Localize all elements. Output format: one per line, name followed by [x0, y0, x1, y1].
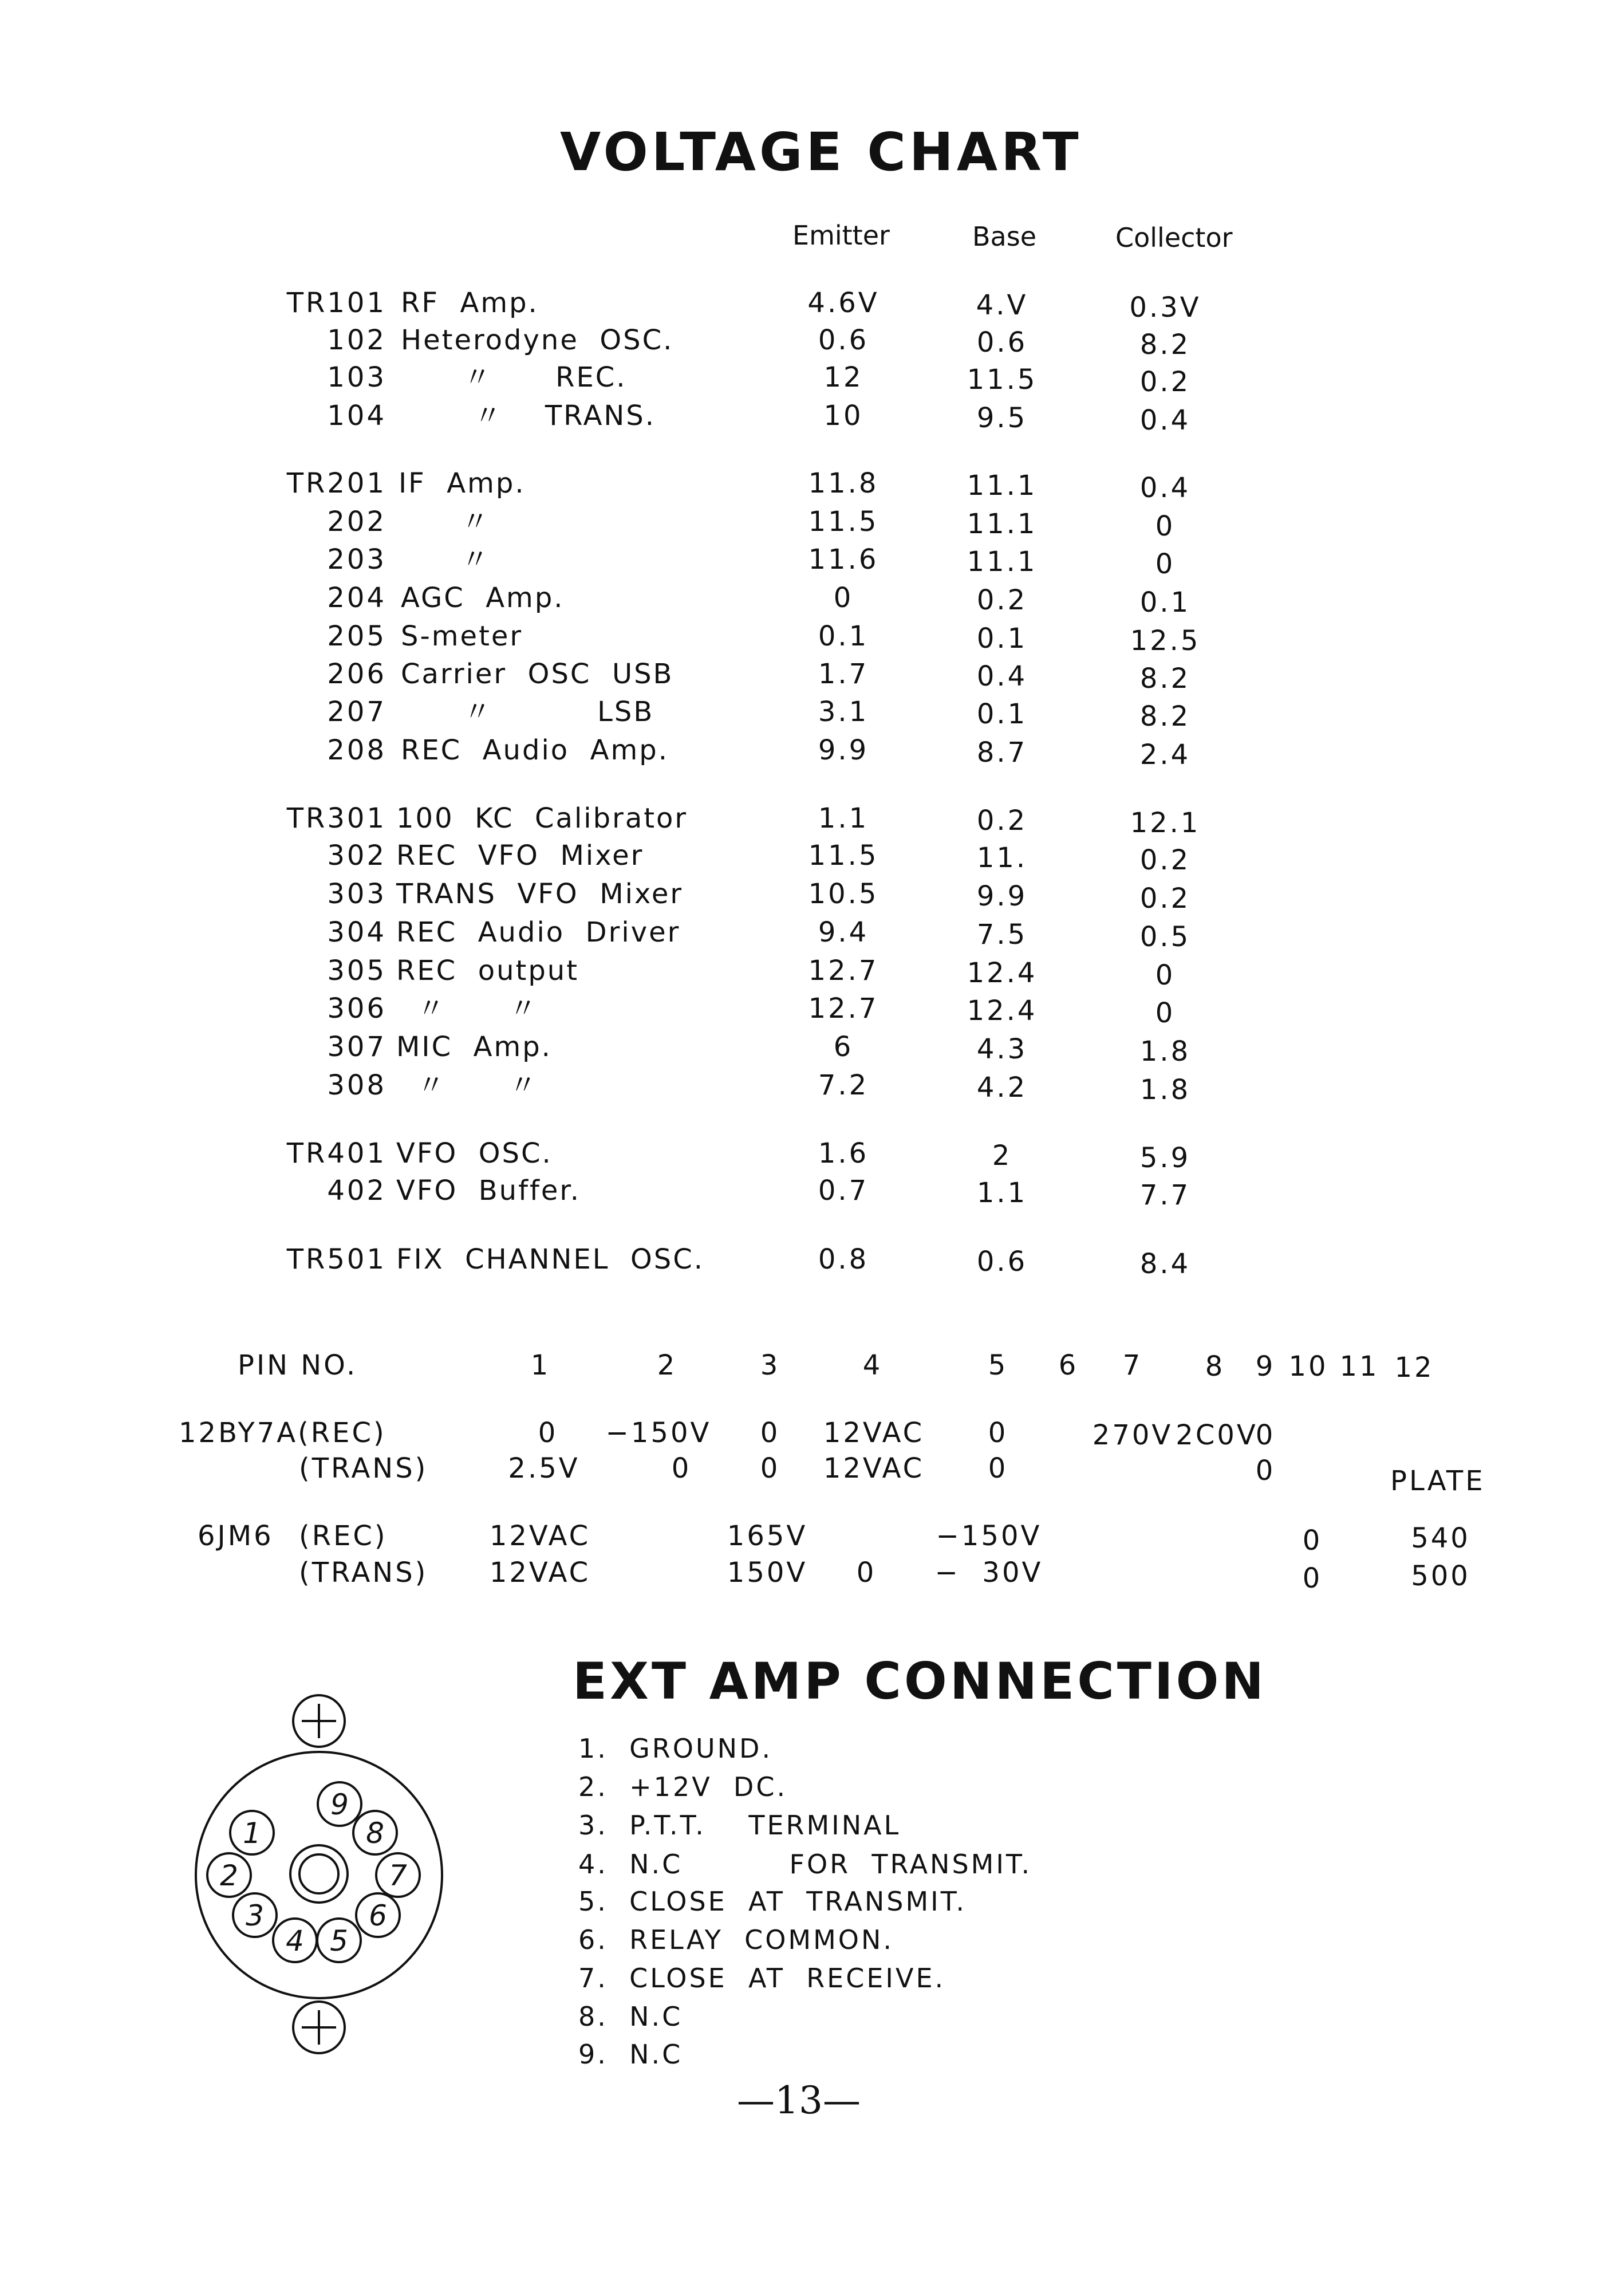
tube-mode-label: (TRANS) [299, 1452, 428, 1484]
connector-pin-label: 8 [366, 1817, 384, 1850]
transistor-id: 302 [327, 840, 386, 872]
base-voltage: 11. [976, 842, 1028, 874]
collector-voltage: 0.2 [1139, 366, 1191, 398]
base-voltage: 11.1 [967, 546, 1038, 578]
emitter-voltage: 1.7 [818, 658, 869, 690]
pin-number: 12 [1394, 1352, 1434, 1384]
pin-value: −150V [605, 1417, 712, 1449]
pin-value: 0 [1255, 1419, 1276, 1451]
collector-voltage: 0.1 [1139, 586, 1191, 619]
emitter-voltage: 11.8 [808, 467, 879, 499]
pin-value: 12VAC [489, 1520, 591, 1552]
pin-number: 3 [760, 1349, 780, 1381]
stage-description: REC output [396, 955, 579, 987]
stage-description: 〃 〃 [396, 993, 539, 1025]
stage-description: Carrier OSC USB [401, 658, 674, 690]
base-voltage: 8.7 [976, 737, 1028, 769]
pin-value: − 30V [934, 1557, 1043, 1589]
emitter-voltage: 0.6 [818, 324, 869, 356]
connection-item: 7. CLOSE AT RECEIVE. [578, 1963, 946, 1994]
connection-item: 5. CLOSE AT TRANSMIT. [578, 1886, 967, 1917]
emitter-voltage: 0.7 [818, 1175, 869, 1207]
pin-number: 1 [530, 1349, 551, 1381]
transistor-id: 308 [327, 1069, 386, 1101]
stage-description: 100 KC Calibrator [396, 802, 688, 834]
emitter-voltage: 4.6V [807, 287, 880, 319]
emitter-voltage: 12 [823, 361, 863, 393]
base-voltage: 12.4 [967, 995, 1038, 1027]
connection-item: 9. N.C [578, 2039, 683, 2070]
collector-voltage: 0 [1155, 959, 1176, 991]
tube-mode-label: (TRANS) [299, 1557, 428, 1589]
collector-voltage: 8.2 [1139, 700, 1191, 732]
base-voltage: 1.1 [976, 1177, 1028, 1209]
stage-description: 〃 LSB [401, 696, 654, 728]
transistor-id: 307 [327, 1031, 386, 1063]
emitter-voltage: 11.5 [808, 506, 879, 538]
ext-amp-title: EXT AMP CONNECTION [573, 1652, 1267, 1711]
emitter-voltage: 9.9 [818, 734, 869, 766]
page-number: —13— [737, 2078, 861, 2122]
pin-number: 6 [1058, 1349, 1079, 1381]
collector-voltage: 5.9 [1139, 1142, 1191, 1174]
tube-label-6jm6: 6JM6 [198, 1520, 274, 1552]
collector-voltage: 12.5 [1130, 625, 1201, 657]
stage-description: Heterodyne OSC. [401, 324, 674, 356]
stage-description: REC VFO Mixer [396, 840, 644, 872]
collector-voltage: 8.4 [1139, 1248, 1191, 1280]
base-voltage: 0.6 [976, 1246, 1028, 1278]
emitter-voltage: 0 [833, 582, 854, 614]
connection-item: 6. RELAY COMMON. [578, 1924, 894, 1955]
base-voltage: 7.5 [976, 919, 1028, 951]
pin-value: 540 [1411, 1522, 1470, 1554]
pin-value: 0 [760, 1452, 780, 1484]
emitter-voltage: 12.7 [808, 993, 879, 1025]
pin-value: 0 [760, 1417, 780, 1449]
transistor-id: TR201 [286, 467, 386, 499]
emitter-voltage: 3.1 [818, 696, 869, 728]
connection-item: 1. GROUND. [578, 1733, 773, 1764]
emitter-voltage: 10 [823, 400, 863, 432]
emitter-voltage: 1.1 [818, 802, 869, 834]
base-voltage: 4.V [976, 289, 1028, 321]
pin-number: 10 [1288, 1350, 1328, 1383]
pin-value: 2C0V [1176, 1419, 1258, 1451]
pin-value: 0 [1255, 1455, 1276, 1487]
collector-voltage: 1.8 [1139, 1035, 1191, 1068]
stage-description: REC Audio Amp. [401, 734, 669, 766]
collector-voltage: 1.8 [1139, 1074, 1191, 1106]
base-voltage: 0.6 [976, 326, 1028, 359]
pin-value: 12VAC [823, 1417, 925, 1449]
emitter-voltage: 7.2 [818, 1069, 869, 1101]
base-voltage: 2 [992, 1140, 1012, 1172]
pin-number: 2 [657, 1349, 677, 1381]
emitter-voltage: 0.1 [818, 620, 869, 652]
connector-pin-label: 2 [220, 1859, 238, 1892]
stage-description: 〃 TRANS. [401, 400, 656, 432]
collector-voltage: 0.4 [1139, 404, 1191, 436]
connection-item: 4. N.C FOR TRANSMIT. [578, 1849, 1032, 1880]
pin-value: −150V [936, 1520, 1042, 1552]
pin-number: 9 [1255, 1350, 1276, 1383]
transistor-id: 204 [327, 582, 386, 614]
connector-pin-label: 9 [330, 1788, 349, 1821]
stage-description: RF Amp. [401, 287, 539, 319]
transistor-id: 203 [327, 544, 386, 576]
collector-voltage: 8.2 [1139, 663, 1191, 695]
collector-voltage: 0.5 [1139, 921, 1191, 953]
column-header-emitter: Emitter [792, 220, 890, 251]
pin-value: 2.5V [508, 1452, 580, 1484]
transistor-id: 303 [327, 878, 386, 910]
transistor-id: 208 [327, 734, 386, 766]
stage-description: 〃 REC. [401, 361, 627, 393]
transistor-id: TR501 [286, 1243, 386, 1275]
emitter-voltage: 0.8 [818, 1243, 869, 1275]
collector-voltage: 0 [1155, 548, 1176, 580]
base-voltage: 0.2 [976, 805, 1028, 837]
transistor-id: TR101 [286, 287, 386, 319]
stage-description: VFO OSC. [396, 1137, 553, 1169]
transistor-id: 102 [327, 324, 386, 356]
pin-value: 500 [1411, 1560, 1470, 1592]
collector-voltage: 12.1 [1130, 807, 1201, 839]
transistor-id: 207 [327, 696, 386, 728]
base-voltage: 11.5 [967, 364, 1038, 396]
pin-value: 150V [727, 1557, 808, 1589]
pin-value: 0 [1302, 1525, 1323, 1557]
pin-value: 0 [988, 1452, 1008, 1484]
emitter-voltage: 11.5 [808, 840, 879, 872]
connector-pin-label: 3 [246, 1899, 264, 1932]
stage-description: 〃 [399, 544, 491, 576]
emitter-voltage: 9.4 [818, 916, 869, 948]
tube-label-12by7a: 12BY7A(REC) [179, 1417, 386, 1449]
pin-value: 270V [1092, 1419, 1173, 1451]
transistor-id: 402 [327, 1175, 386, 1207]
connector-pin-label: 1 [243, 1817, 261, 1850]
connector-pin-label: 6 [369, 1899, 387, 1932]
stage-description: 〃 〃 [396, 1069, 539, 1101]
base-voltage: 11.1 [967, 508, 1038, 540]
base-voltage: 9.9 [976, 880, 1028, 912]
stage-description: VFO Buffer. [396, 1175, 581, 1207]
base-voltage: 0.1 [976, 698, 1028, 730]
transistor-id: 305 [327, 955, 386, 987]
base-voltage: 9.5 [976, 402, 1028, 434]
transistor-id: TR401 [286, 1137, 386, 1169]
mounting-hole-bottom-icon [293, 2002, 345, 2053]
transistor-id: 304 [327, 916, 386, 948]
base-voltage: 0.1 [976, 623, 1028, 655]
pin-number: 8 [1205, 1350, 1225, 1383]
connection-item: 8. N.C [578, 2001, 683, 2032]
pin-value: 165V [727, 1520, 808, 1552]
connector-pin-label: 5 [330, 1924, 348, 1958]
pin-number: 5 [988, 1349, 1008, 1381]
pin-value: 0 [538, 1417, 558, 1449]
pin-number: 4 [862, 1349, 883, 1381]
pin-value: 12VAC [823, 1452, 925, 1484]
collector-voltage: 0.4 [1139, 472, 1191, 504]
base-voltage: 0.2 [976, 584, 1028, 616]
transistor-id: TR301 [286, 802, 386, 834]
pin-value: 0 [856, 1557, 877, 1589]
collector-voltage: 7.7 [1139, 1179, 1191, 1211]
connector-diagram [189, 1678, 464, 2067]
transistor-id: 104 [327, 400, 386, 432]
collector-voltage: 0.2 [1139, 883, 1191, 915]
base-voltage: 12.4 [967, 957, 1038, 989]
stage-description: S-meter [401, 620, 523, 652]
stage-description: TRANS VFO Mixer [396, 878, 684, 910]
pin-no-label: PIN NO. [238, 1349, 358, 1381]
pin-value: 12VAC [489, 1557, 591, 1589]
collector-voltage: 0 [1155, 997, 1176, 1029]
collector-voltage: 2.4 [1139, 739, 1191, 771]
emitter-voltage: 11.6 [808, 544, 879, 576]
stage-description: REC Audio Driver [396, 916, 681, 948]
base-voltage: 4.3 [976, 1033, 1028, 1065]
plate-label: PLATE [1390, 1465, 1485, 1497]
connector-pin-label: 4 [286, 1924, 304, 1958]
stage-description: MIC Amp. [396, 1031, 552, 1063]
pin-number: 11 [1339, 1350, 1379, 1383]
stage-description: IF Amp. [399, 467, 526, 499]
pin-number: 7 [1122, 1349, 1143, 1381]
pin-value: 0 [988, 1417, 1008, 1449]
stage-description: 〃 [399, 506, 491, 538]
pin-value: 0 [671, 1452, 692, 1484]
pin-value: 0 [1302, 1562, 1323, 1594]
base-voltage: 4.2 [976, 1072, 1028, 1104]
transistor-id: 202 [327, 506, 386, 538]
transistor-id: 206 [327, 658, 386, 690]
column-header-collector: Collector [1115, 222, 1233, 253]
tube-mode-label: (REC) [299, 1520, 388, 1552]
transistor-id: 205 [327, 620, 386, 652]
base-voltage: 0.4 [976, 660, 1028, 692]
stage-description: FIX CHANNEL OSC. [396, 1243, 705, 1275]
connector-pin-label: 7 [389, 1859, 407, 1892]
transistor-id: 103 [327, 361, 386, 393]
mounting-hole-top-icon [293, 1695, 345, 1747]
collector-voltage: 0.3V [1129, 292, 1201, 324]
collector-voltage: 0.2 [1139, 844, 1191, 876]
stage-description: AGC Amp. [401, 582, 565, 614]
collector-voltage: 0 [1155, 510, 1176, 542]
emitter-voltage: 12.7 [808, 955, 879, 987]
collector-voltage: 8.2 [1139, 329, 1191, 361]
emitter-voltage: 6 [833, 1031, 854, 1063]
base-voltage: 11.1 [967, 470, 1038, 502]
column-header-base: Base [972, 221, 1037, 252]
emitter-voltage: 1.6 [818, 1137, 869, 1169]
connection-item: 2. +12V DC. [578, 1771, 788, 1802]
connection-item: 3. P.T.T. TERMINAL [578, 1810, 901, 1841]
emitter-voltage: 10.5 [808, 878, 879, 910]
transistor-id: 306 [327, 993, 386, 1025]
voltage-chart-title: VOLTAGE CHART [560, 121, 1082, 183]
